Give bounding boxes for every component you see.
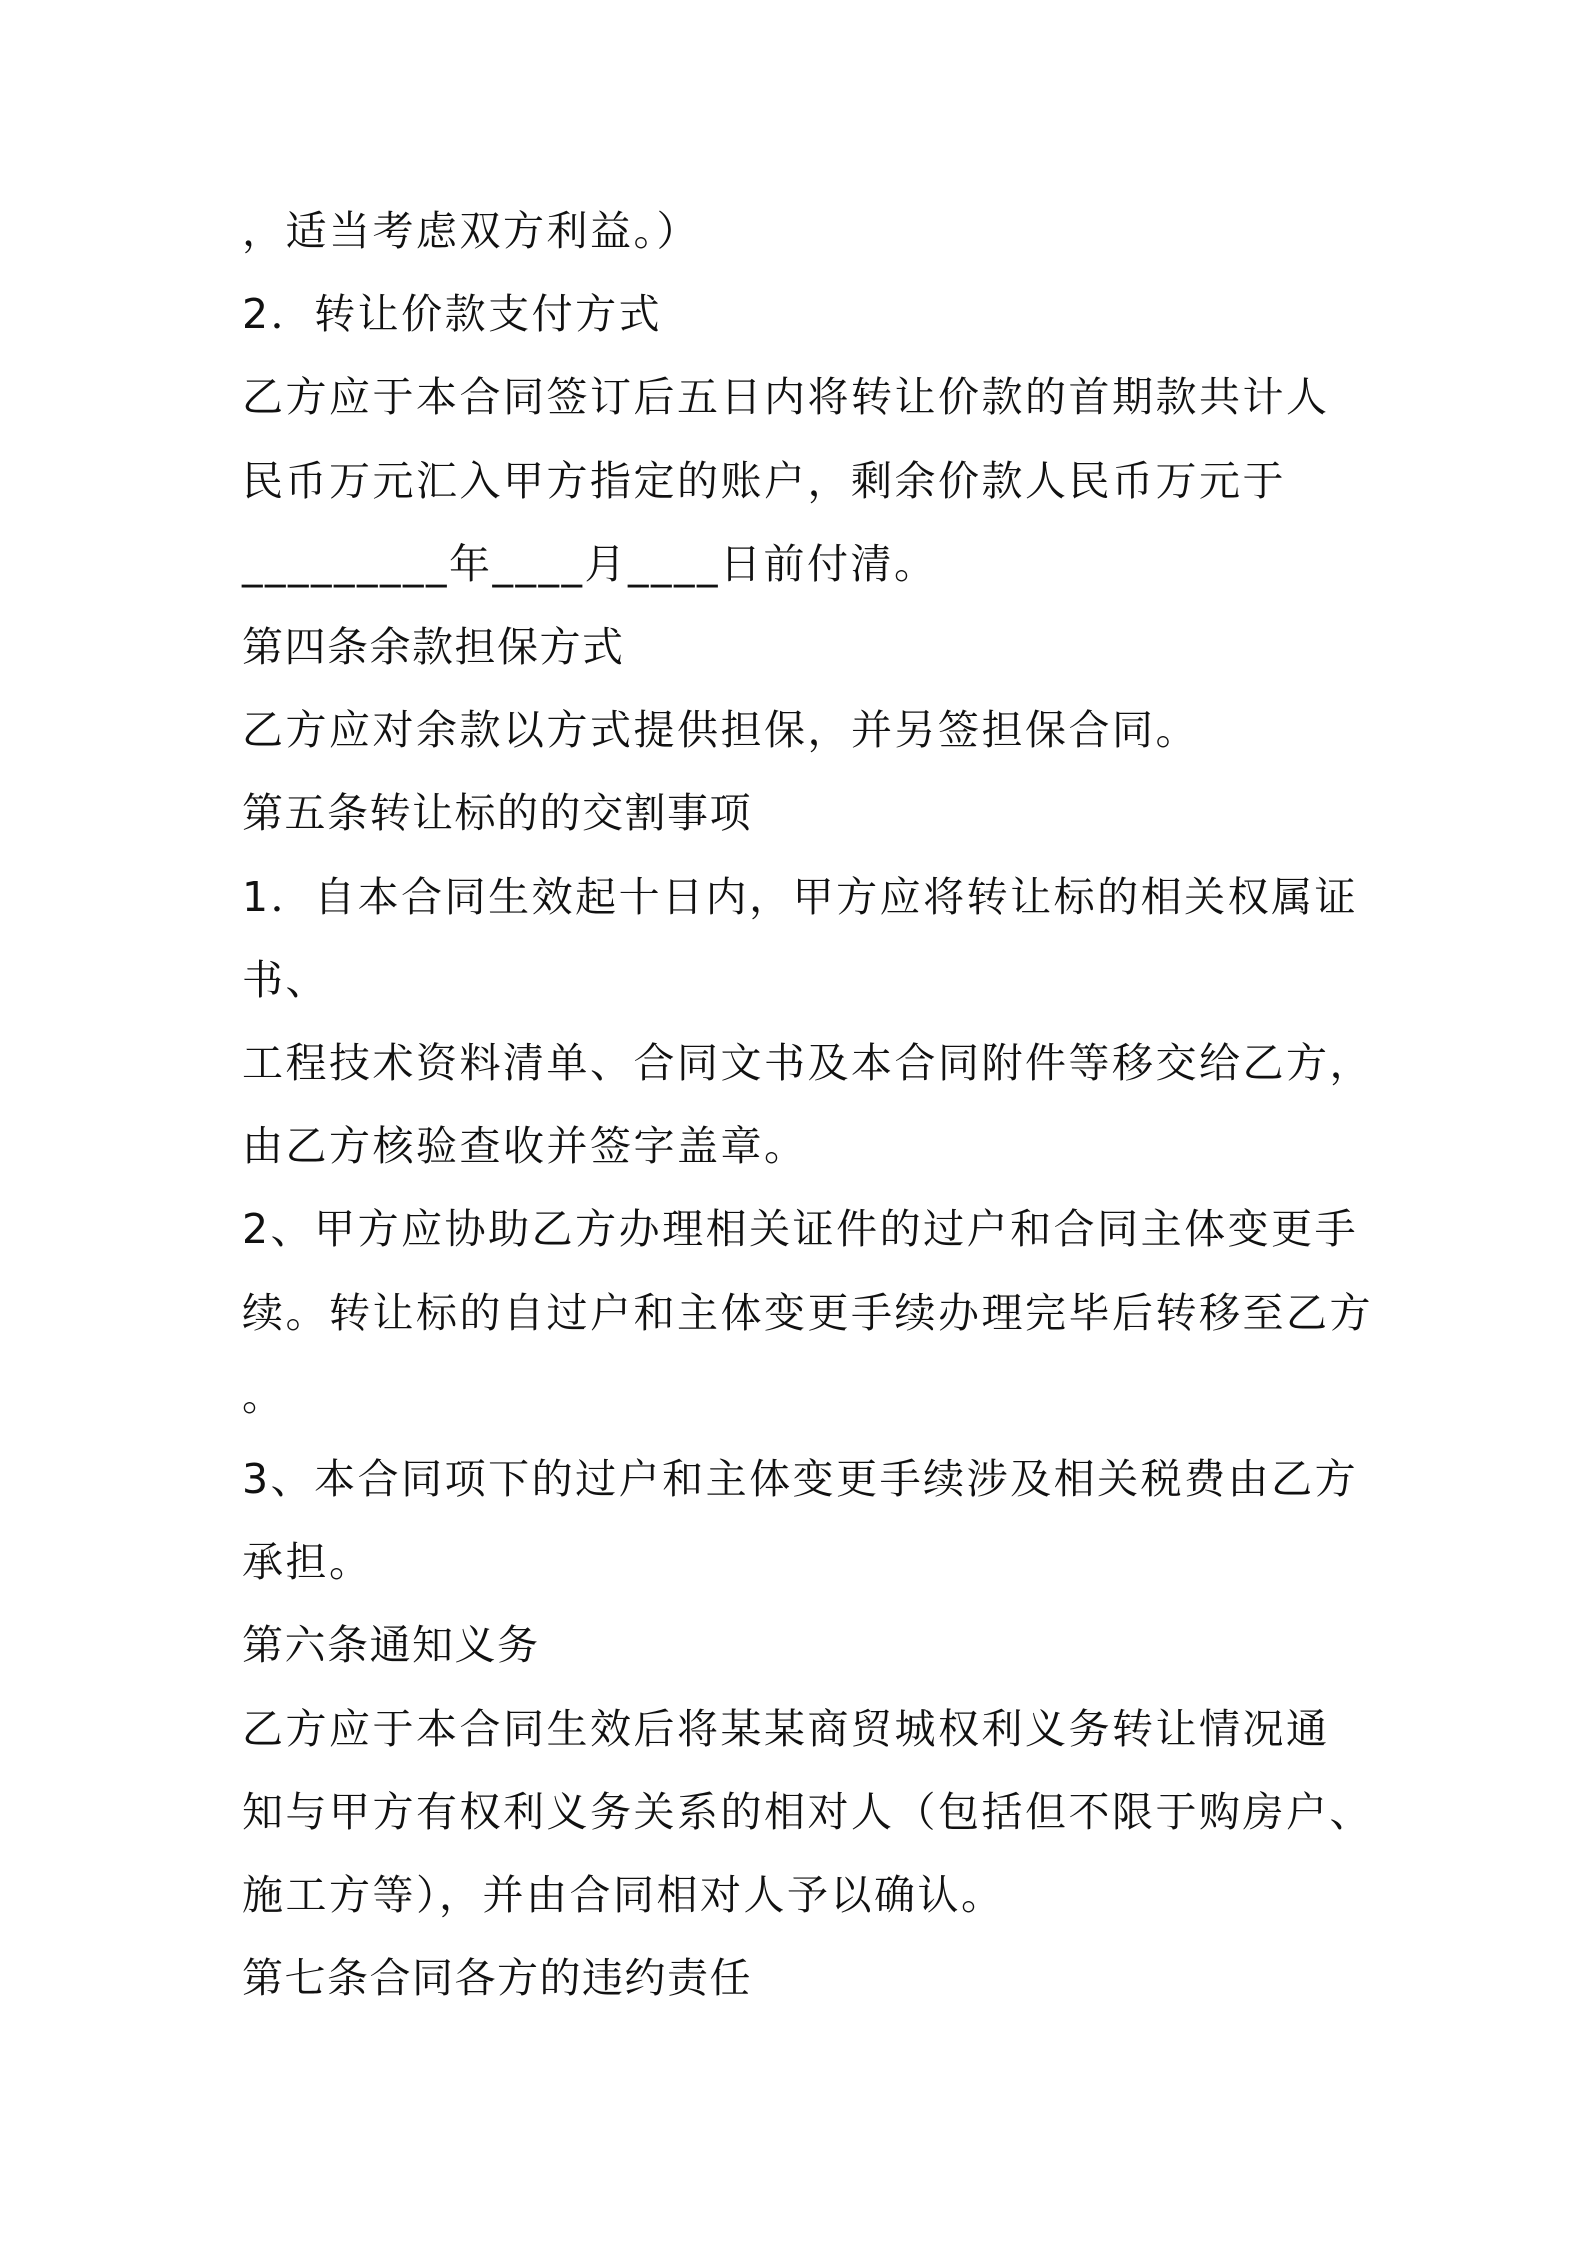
text-line: 2、甲方应协助乙方办理相关证件的过户和合同主体变更手	[242, 1205, 1359, 1254]
section-heading: 第五条转让标的的交割事项	[242, 789, 752, 838]
text-line: 。	[242, 1371, 286, 1420]
text-line: 知与甲方有权利义务关系的相对人（包括但不限于购房户、	[242, 1787, 1373, 1836]
text-line: 书、	[242, 955, 329, 1004]
text-line: 施工方等），并由合同相对人予以确认。	[242, 1871, 1005, 1920]
section-heading: 第七条合同各方的违约责任	[242, 1954, 752, 2003]
text-line: ，适当考虑双方利益。）	[242, 207, 700, 255]
text-line: 续。转让标的自过户和主体变更手续办理完毕后转移至乙方	[242, 1288, 1373, 1337]
section-heading: 第六条通知义务	[242, 1621, 540, 1670]
text-line: 乙方应于本合同生效后将某某商贸城权利义务转让情况通	[242, 1704, 1330, 1753]
text-line: 3、本合同项下的过户和主体变更手续涉及相关税费由乙方	[242, 1455, 1359, 1504]
text-line: 工程技术资料清单、合同文书及本合同附件等移交给乙方，	[242, 1039, 1373, 1088]
text-line: 承担。	[242, 1538, 373, 1587]
document-body	[242, 190, 1373, 2020]
text-line: 民币万元汇入甲方指定的账户，剩余价款人民币万元于	[242, 456, 1286, 505]
text-line: _________年____月____日前付清。	[242, 539, 938, 588]
text-line: 乙方应对余款以方式提供担保，并另签担保合同。	[242, 706, 1199, 755]
text-line: 乙方应于本合同签订后五日内将转让价款的首期款共计人	[242, 373, 1330, 422]
text-line: 由乙方核验查收并签字盖章。	[242, 1122, 808, 1171]
text-line: 1．自本合同生效起十日内，甲方应将转让标的相关权属证	[242, 872, 1359, 921]
text-line: 2．转让价款支付方式	[242, 290, 663, 339]
section-heading: 第四条余款担保方式	[242, 623, 625, 672]
